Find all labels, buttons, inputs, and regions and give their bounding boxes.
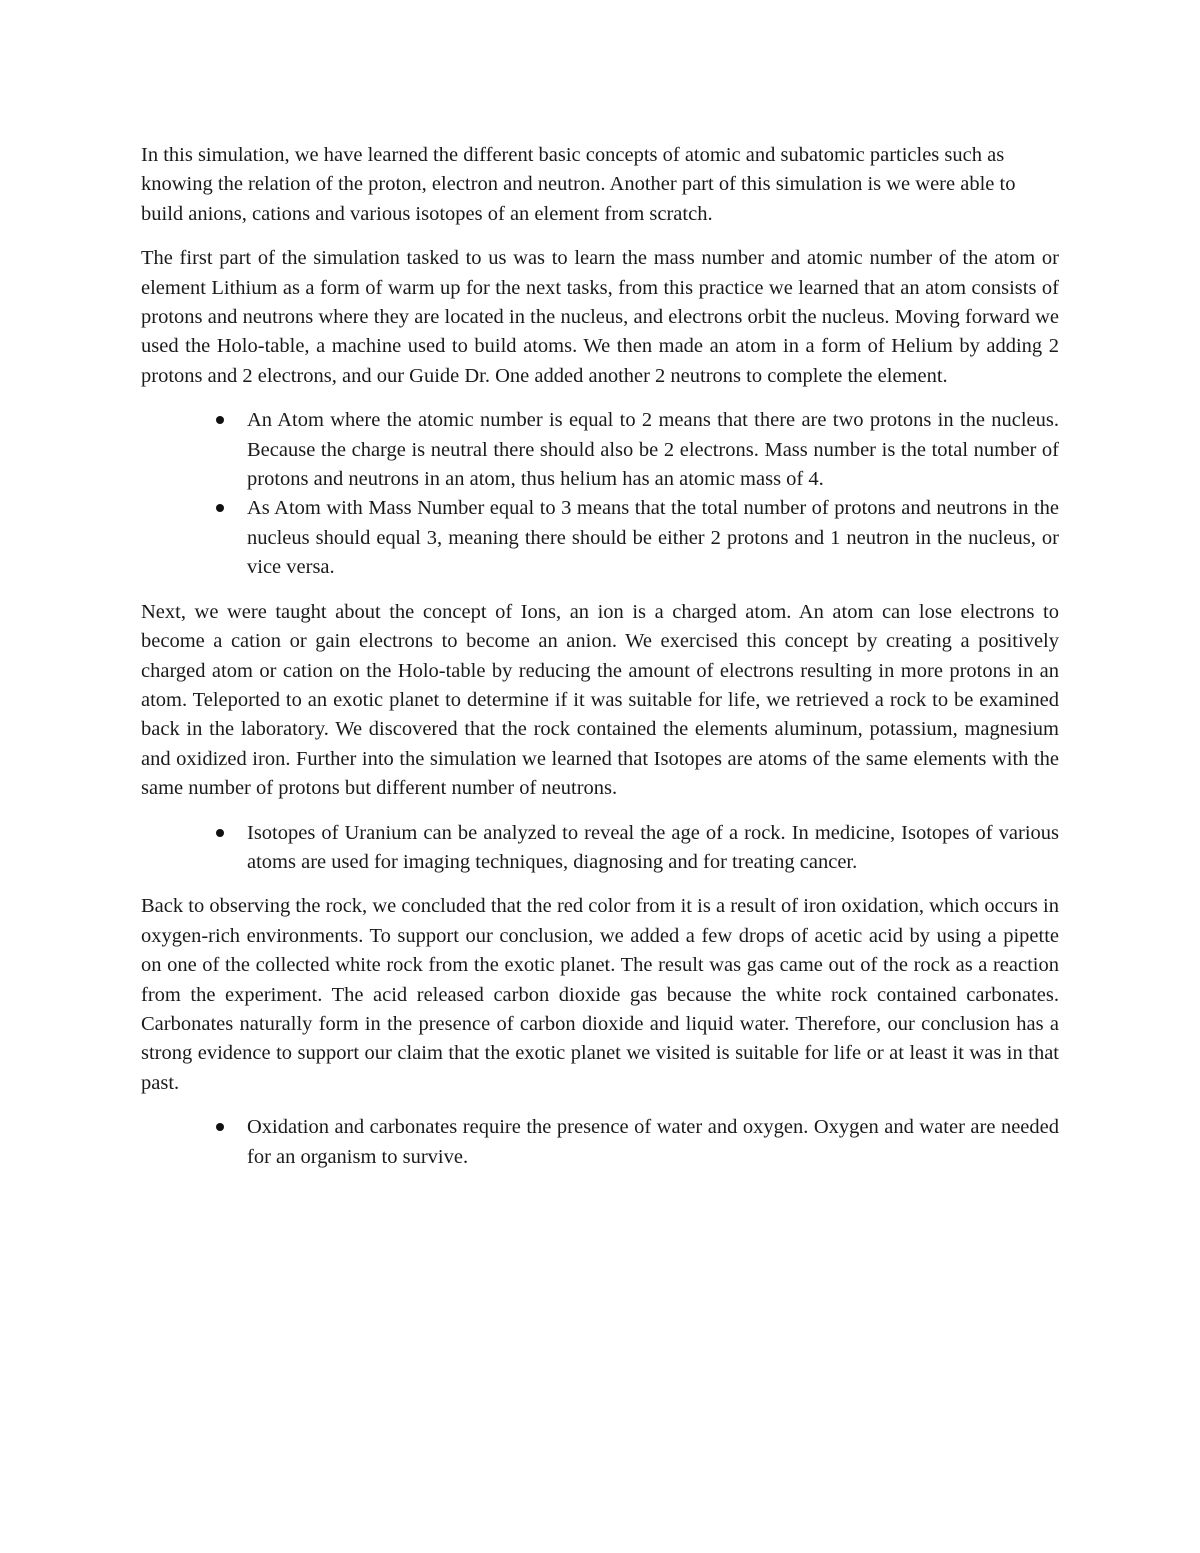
bullet-icon <box>216 1123 224 1131</box>
list-item <box>247 819 1059 878</box>
list-item <box>247 1113 1059 1172</box>
helium-bullet-list <box>141 406 1059 582</box>
isotopes-bullet-list <box>141 819 1059 878</box>
bullet-icon <box>216 829 224 837</box>
list-item <box>247 406 1059 494</box>
list-item <box>247 494 1059 582</box>
rock-observation-paragraph: Back to observing the rock, we concluded that the red color from it is a result of iron oxidation, which occurs in oxygen-rich environments. To support our conclusion, we added a few drops of acetic acid by using a pipette on one of the collected white rock from the exotic planet. The result was gas came out of the rock as a reaction from the experiment. The acid released carbon dioxide gas because the white rock contained carbonates. Carbonates naturally form in the presence of carbon dioxide and liquid water. Therefore, our conclusion has a strong evidence to support our claim that the exotic planet we visited is suitable for life or at least it was in that past. <box>141 895 1059 1094</box>
ions-paragraph: Next, we were taught about the concept of Ions, an ion is a charged atom. An atom can lose electrons to become a cation or gain electrons to become an anion. We exercised this concept by creating a positively charged atom or cation on the Holo-table by reducing the amount of electrons resulting in more protons in an atom. Teleported to an exotic planet to determine if it was suitable for life, we retrieved a rock to be examined back in the laboratory. We discovered that the rock contained the elements aluminum, potassium, magnesium and oxidized iron. Further into the simulation we learned that Isotopes are atoms of the same elements with the same number of protons but different number of neutrons. <box>141 600 1059 800</box>
bullet-icon <box>216 416 224 424</box>
bullet-icon <box>216 504 224 512</box>
bullet-text: An Atom where the atomic number is equal to 2 means that there are two protons in the nucleus. Because the charge is neutral there should also be 2 electrons. Mass number is the total number of protons and neutrons in an atom, thus helium has an atomic mass of 4. <box>247 409 1059 491</box>
oxidation-bullet-list <box>141 1113 1059 1172</box>
document-page <box>141 141 1059 1187</box>
first-part-paragraph: The first part of the simulation tasked to us was to learn the mass number and atomic number of the atom or element Lithium as a form of warm up for the next tasks, from this practice we learned that an atom consists of protons and neutrons where they are located in the nucleus, and electrons orbit the nucleus. Moving forward we used the Holo-table, a machine used to build atoms. We then made an atom in a form of Helium by adding 2 protons and 2 electrons, and our Guide Dr. One added another 2 neutrons to complete the element. <box>141 247 1059 387</box>
bullet-text: Oxidation and carbonates require the presence of water and oxygen. Oxygen and water are needed for an organism to survive. <box>247 1116 1059 1168</box>
bullet-text: As Atom with Mass Number equal to 3 means that the total number of protons and neutrons in the nucleus should equal 3, meaning there should be either 2 protons and 1 neutron in the nucleus, or vice versa. <box>247 497 1059 579</box>
bullet-text: Isotopes of Uranium can be analyzed to reveal the age of a rock. In medicine, Isotopes of various atoms are used for imaging techniques, diagnosing and for treating cancer. <box>247 821 1059 873</box>
intro-paragraph: In this simulation, we have learned the different basic concepts of atomic and subatomic particles such as knowing the relation of the proton, electron and neutron. Another part of this simulation is we were able to build anions, cations and various isotopes of an element from scratch. <box>141 144 1016 225</box>
